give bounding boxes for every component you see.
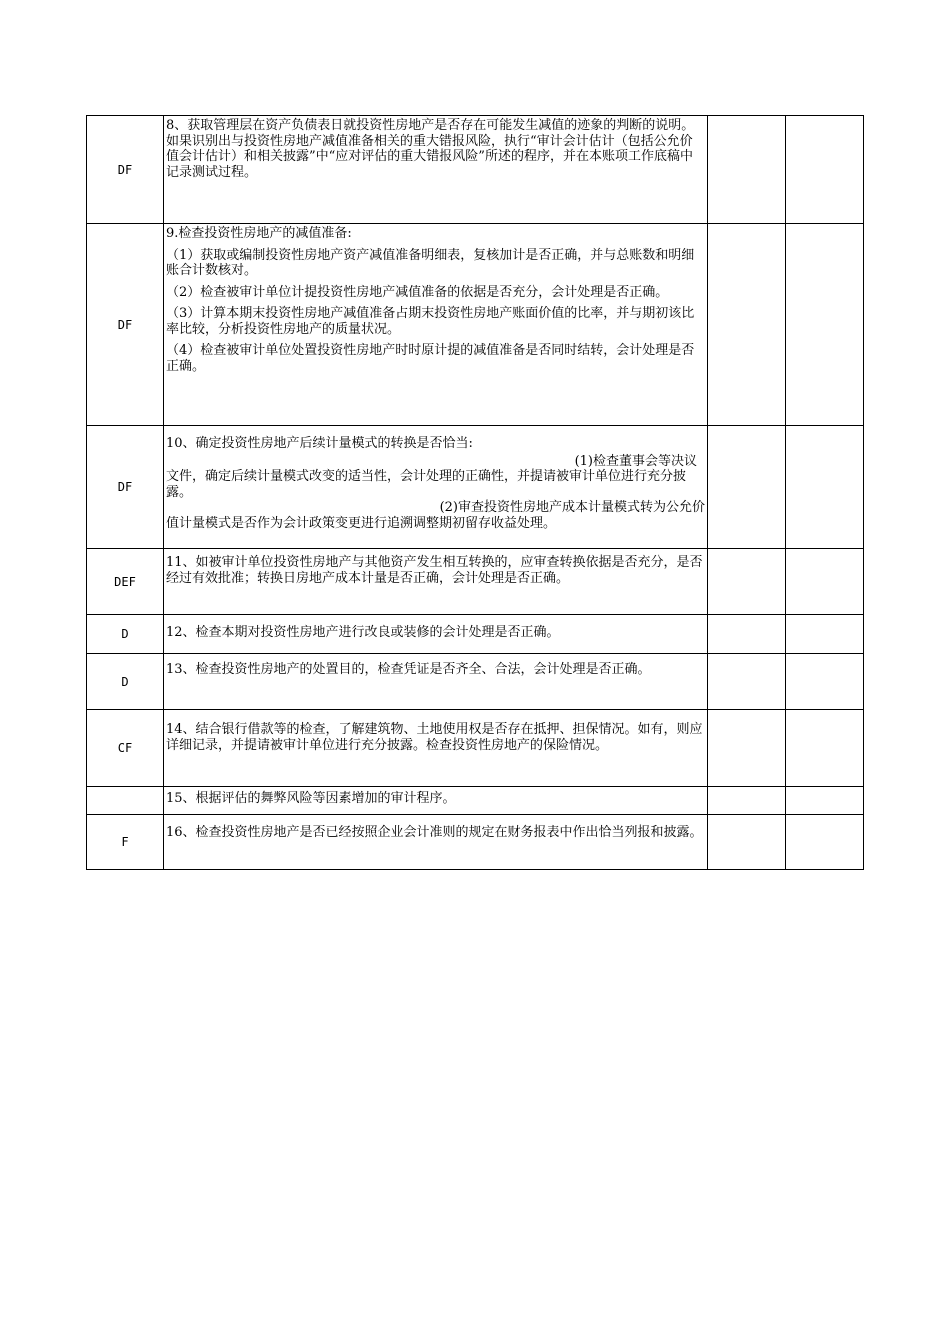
blank-cell [708,787,786,815]
procedure-text: 16、检查投资性房地产是否已经按照企业会计准则的规定在财务报表中作出恰当列报和披露。 [166,825,703,840]
procedure-subitem: (1)检查董事会等决议 [574,453,697,469]
procedure-subitem: （2）检查被审计单位计提投资性房地产减值准备的依据是否充分，会计处理是否正确。 [166,284,669,300]
procedure-text: 14、结合银行借款等的检查，了解建筑物、土地使用权是否存在抵押、担保情况。如有，则应详细记录，并提请被审计单位进行充分披露。检查投资性房地产的保险情况。 [166,722,703,753]
table-row [87,116,864,224]
blank-cell [708,116,786,224]
blank-cell [708,710,786,787]
assertion-code-cell: D [87,615,164,654]
blank-cell [786,224,864,426]
table-row [87,815,864,870]
blank-cell [708,615,786,654]
assertion-code-cell: D [87,654,164,710]
procedure-cell [164,787,708,815]
procedure-cell [164,116,708,224]
blank-cell [786,815,864,870]
table-row [87,654,864,710]
audit-procedure-table [86,115,864,870]
procedure-subitem: 值计量模式是否作为会计政策变更进行追溯调整期初留存收益处理。 [166,515,557,531]
procedure-subitem: （4）检查被审计单位处置投资性房地产时时原计提的减值准备是否同时结转，会计处理是否正确。 [166,343,695,374]
procedure-cell [164,654,708,710]
procedure-subitem: （3）计算本期末投资性房地产减值准备占期末投资性房地产账面价值的比率，并与期初该比率比较，分析投资性房地产的质量状况。 [166,306,695,337]
assertion-code-cell: F [87,815,164,870]
blank-cell [786,710,864,787]
assertion-code-cell: CF [87,710,164,787]
procedure-text: 9.检查投资性房地产的减值准备: [166,226,352,241]
blank-cell [708,224,786,426]
blank-cell [708,815,786,870]
procedure-subitem: （1）获取或编制投资性房地产资产减值准备明细表，复核加计是否正确，并与总账数和明细账合计数核对。 [166,247,695,278]
blank-cell [708,654,786,710]
procedure-subitem: (2)审查投资性房地产成本计量模式转为公允价 [439,500,705,515]
blank-cell [708,549,786,615]
blank-cell [786,549,864,615]
table-row [87,549,864,615]
procedure-text: 10、确定投资性房地产后续计量模式的转换是否恰当: [166,436,473,451]
procedure-cell [164,549,708,615]
procedure-cell [164,615,708,654]
procedure-subitem: 文件，确定后续计量模式改变的适当性，会计处理的正确性，并提请被审计单位进行充分披露。 [166,469,687,500]
assertion-code-cell: DF [87,116,164,224]
blank-cell [786,426,864,549]
procedure-cell [164,710,708,787]
procedure-cell [164,224,708,426]
assertion-code-cell: DF [87,224,164,426]
table-row [87,426,864,549]
assertion-code-cell [87,787,164,815]
table-row [87,710,864,787]
procedure-text: 11、如被审计单位投资性房地产与其他资产发生相互转换的，应审查转换依据是否充分，是否经过有效批准；转换日房地产成本计量是否正确，会计处理是否正确。 [166,555,703,586]
blank-cell [708,426,786,549]
procedure-text: 8、获取管理层在资产负债表日就投资性房地产是否存在可能发生减值的迹象的判断的说明。如果识别出与投资性房地产减值准备相关的重大错报风险，执行“审计会计估计（包括公允价值会计估计）和相关披露”中“应对评估的重大错报风险”所述的程序，并在本账项工作底稿中记录测试过程。 [166,118,695,180]
table-row [87,224,864,426]
procedure-text: 15、根据评估的舞弊风险等因素增加的审计程序。 [166,791,456,806]
blank-cell [786,615,864,654]
blank-cell [786,654,864,710]
table-row [87,615,864,654]
blank-cell [786,787,864,815]
procedure-text: 13、检查投资性房地产的处置目的，检查凭证是否齐全、合法，会计处理是否正确。 [166,662,651,677]
table-row [87,787,864,815]
assertion-code-cell: DEF [87,549,164,615]
procedure-text: 12、检查本期对投资性房地产进行改良或装修的会计处理是否正确。 [166,625,560,640]
assertion-code-cell: DF [87,426,164,549]
procedure-cell [164,815,708,870]
procedure-cell [164,426,708,549]
blank-cell [786,116,864,224]
